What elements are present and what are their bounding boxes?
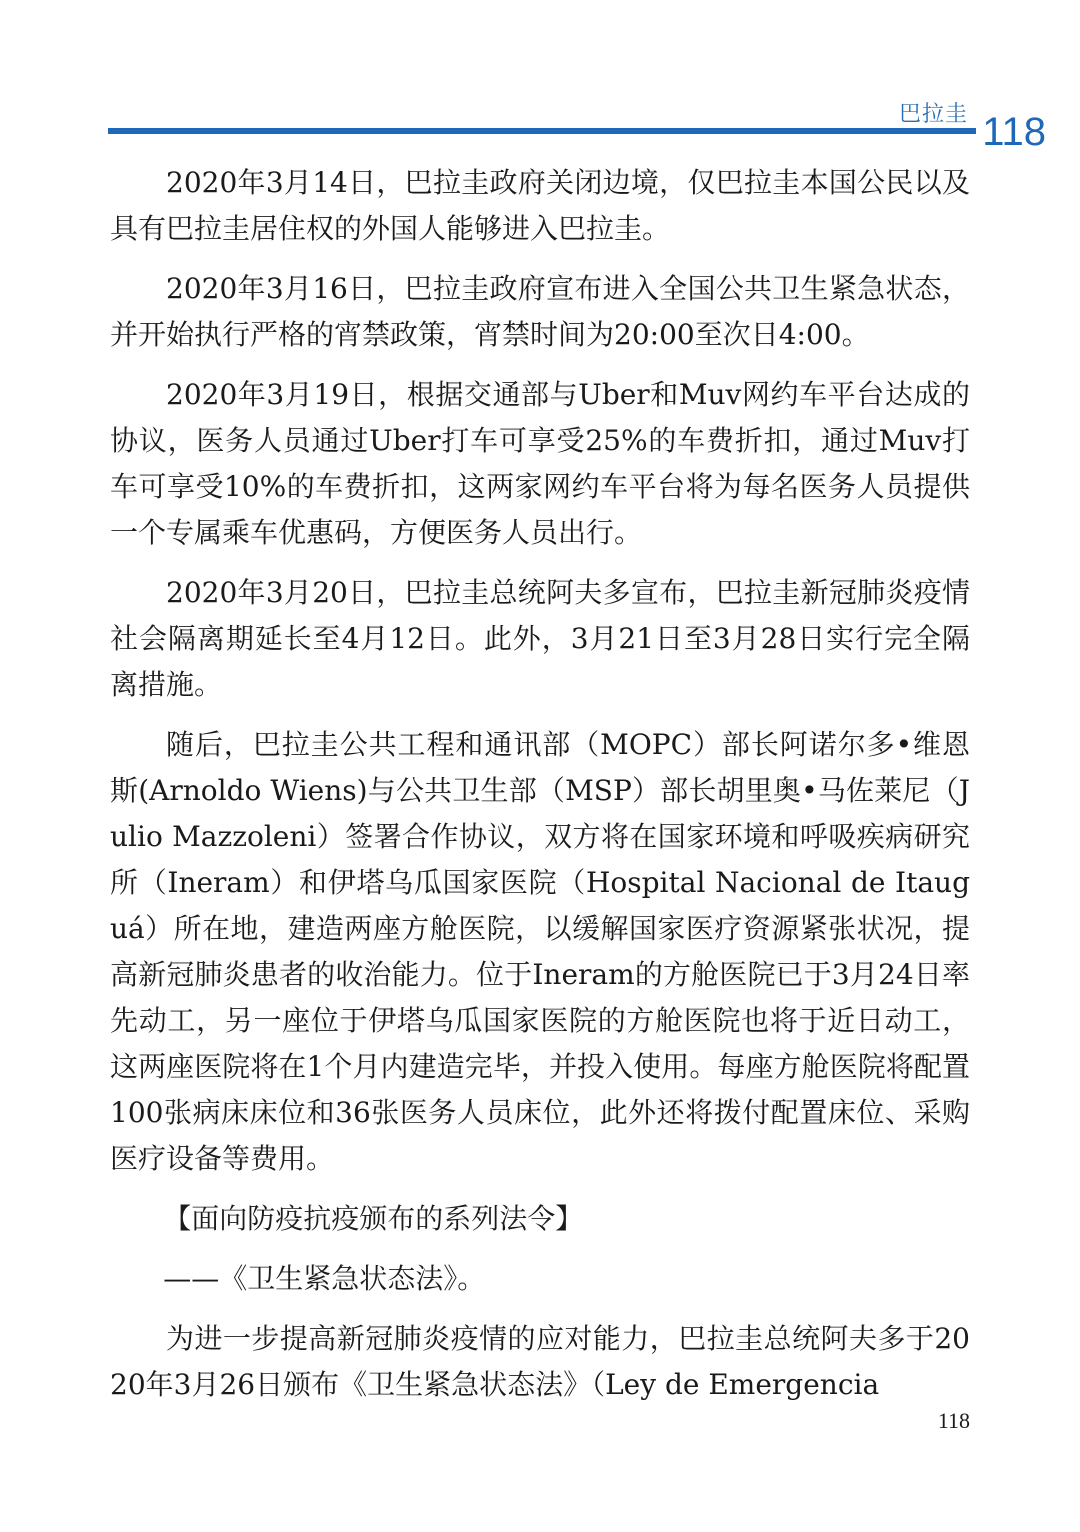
paragraph-border-closure: 2020年3月14日，巴拉圭政府关闭边境，仅巴拉圭本国公民以及具有巴拉圭居住权的外国人能够进入巴拉圭。 — [110, 166, 970, 245]
header-rule — [108, 128, 976, 134]
footer-page-number: 118 — [937, 1408, 970, 1433]
paragraph-isolation-extension: 2020年3月20日，巴拉圭总统阿夫多宣布，巴拉圭新冠肺炎疫情社会隔离期延长至4月12日。此外，3月21日至3月28日实行完全隔离措施。 — [110, 576, 970, 701]
running-header-country: 巴拉圭 — [898, 102, 968, 127]
subheading-emergency-law: ——《卫生紧急状态法》。 — [163, 1262, 486, 1295]
paragraph-field-hospitals: 随后，巴拉圭公共工程和通讯部（MOPC）部长阿诺尔多•维恩斯(Arnoldo Wiens)与公共卫生部（MSP）部长胡里奥•马佐莱尼（Julio Mazzoleni）签署合作协议，双方将在国家环境和呼吸疾病研究所（Ineram）和伊塔乌瓜国家医院（Hospital Nacional de Itauguá）所在地，建造两座方舱医院，以缓解国家医疗资源紧张状况，提高新冠肺炎患者的收治能力。位于Ineram的方舱医院已于3月24日率先动工，另一座位于伊塔乌瓜国家医院的方舱医院也将于近日动工，这两座医院将在1个月内建造完毕，并投入使用。每座方舱医院将配置100张病床床位和36张医务人员床位，此外还将拨付配置床位、采购医疗设备等费用。 — [110, 728, 970, 1175]
header-page-number: 118 — [982, 110, 1046, 154]
paragraph-emergency-law: 为进一步提高新冠肺炎疫情的应对能力，巴拉圭总统阿夫多于2020年3月26日颁布《卫生紧急状态法》（Ley de Emergencia — [110, 1322, 970, 1401]
body-text — [110, 160, 970, 1422]
section-heading-decrees: 【面向防疫抗疫颁布的系列法令】 — [163, 1202, 584, 1235]
paragraph-ride-discount: 2020年3月19日，根据交通部与Uber和Muv网约车平台达成的协议，医务人员通过Uber打车可享受25%的车费折扣，通过Muv打车可享受10%的车费折扣，这两家网约车平台将为每名医务人员提供一个专属乘车优惠码，方便医务人员出行。 — [110, 378, 970, 549]
paragraph-curfew: 2020年3月16日，巴拉圭政府宣布进入全国公共卫生紧急状态，并开始执行严格的宵禁政策，宵禁时间为20:00至次日4:00。 — [110, 272, 970, 351]
